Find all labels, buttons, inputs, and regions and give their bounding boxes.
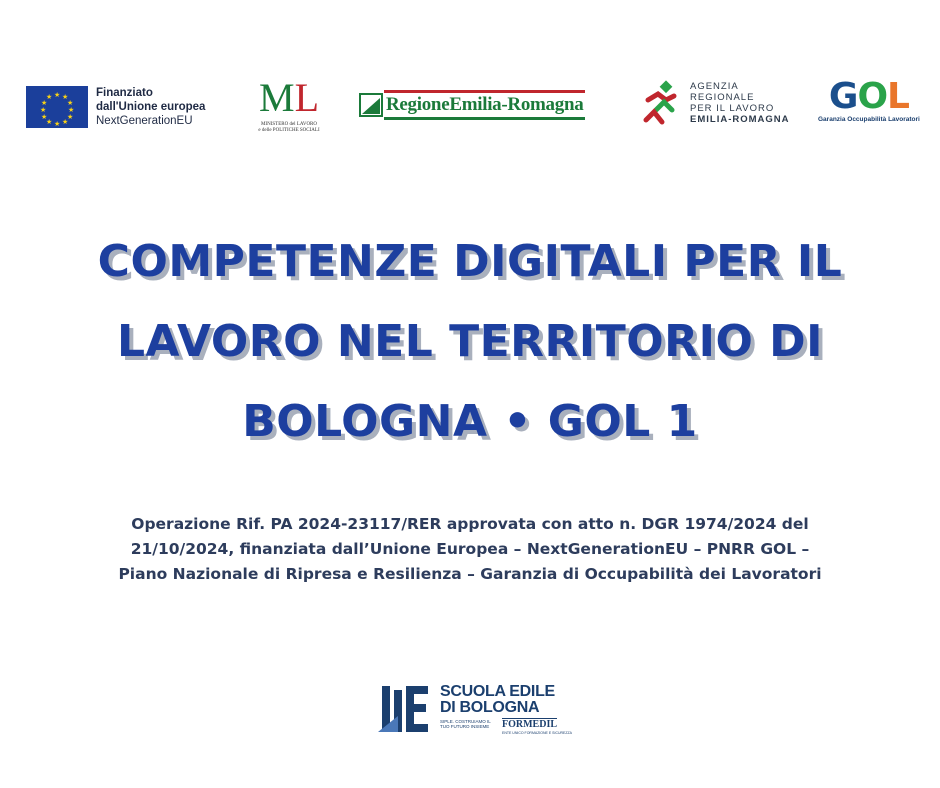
scuola-edile-mark-icon	[378, 684, 430, 736]
agenzia-lavoro-logo	[642, 80, 790, 126]
scuola-edile-name1: SCUOLA EDILE	[440, 683, 555, 700]
agenzia-line1: AGENZIA	[690, 81, 739, 92]
ml-letter-m: M	[258, 75, 295, 120]
agenzia-line2: REGIONALE	[690, 92, 755, 103]
agenzia-line4: EMILIA-ROMAGNA	[690, 114, 790, 125]
logo-bar	[0, 70, 940, 150]
runner-icon	[642, 80, 682, 126]
gol-letter-g: G	[828, 76, 858, 117]
gol-letter-o: O	[857, 76, 888, 117]
formedil-subtitle: ENTE UNICO FORMAZIONE E SICUREZZA	[502, 731, 573, 735]
subtitle-line1: Operazione Rif. PA 2024-23117/RER approvata con atto n. DGR 1974/2024 del	[131, 515, 809, 533]
subtitle-line3: Piano Nazionale di Ripresa e Resilienza – Garanzia di Occupabilità dei Lavoratori	[118, 565, 822, 583]
ml-sub1: MINISTERO del LAVORO	[260, 122, 318, 127]
scuola-edile-name2: DI BOLOGNA	[440, 699, 540, 716]
agenzia-line3: PER IL LAVORO	[690, 103, 775, 114]
eu-line3: NextGenerationEU	[96, 115, 193, 127]
formedil-name: FORMEDIL	[502, 719, 557, 730]
eu-flag-icon: ★ ★ ★ ★ ★ ★ ★ ★ ★ ★ ★ ★	[26, 86, 88, 128]
operation-details	[60, 512, 880, 587]
scuola-edile-logo	[378, 682, 578, 742]
subtitle-line2: 21/10/2024, finanziata dall’Unione Europea – NextGenerationEU – PNRR GOL –	[130, 540, 810, 558]
regione-emilia-romagna-logo	[358, 90, 585, 120]
eu-line2: dall'Unione europea	[96, 101, 206, 113]
scuola-edile-tagline: SIPLE. COSTRUIAMO IL TUO FUTURO INSIEME	[440, 719, 491, 729]
gol-letter-l: L	[887, 76, 909, 117]
page-title	[40, 222, 900, 462]
ml-letter-l: L	[294, 75, 319, 120]
regione-name: RegioneEmilia-Romagna	[384, 90, 585, 120]
title-line2: LAVORO NEL TERRITORIO DI	[116, 316, 824, 367]
title-line3: BOLOGNA • GOL 1	[242, 396, 698, 447]
title-line1: COMPETENZE DIGITALI PER IL	[97, 236, 843, 287]
eu-funding-logo	[26, 86, 205, 128]
eu-line1: Finanziato	[96, 87, 153, 99]
ministero-lavoro-logo	[254, 75, 324, 142]
regione-mark-icon	[358, 90, 384, 120]
gol-logo	[818, 78, 920, 123]
ml-sub2: e delle POLITICHE SOCIALI	[258, 128, 320, 133]
gol-subtitle: Garanzia Occupabilità Lavoratori	[818, 116, 920, 123]
